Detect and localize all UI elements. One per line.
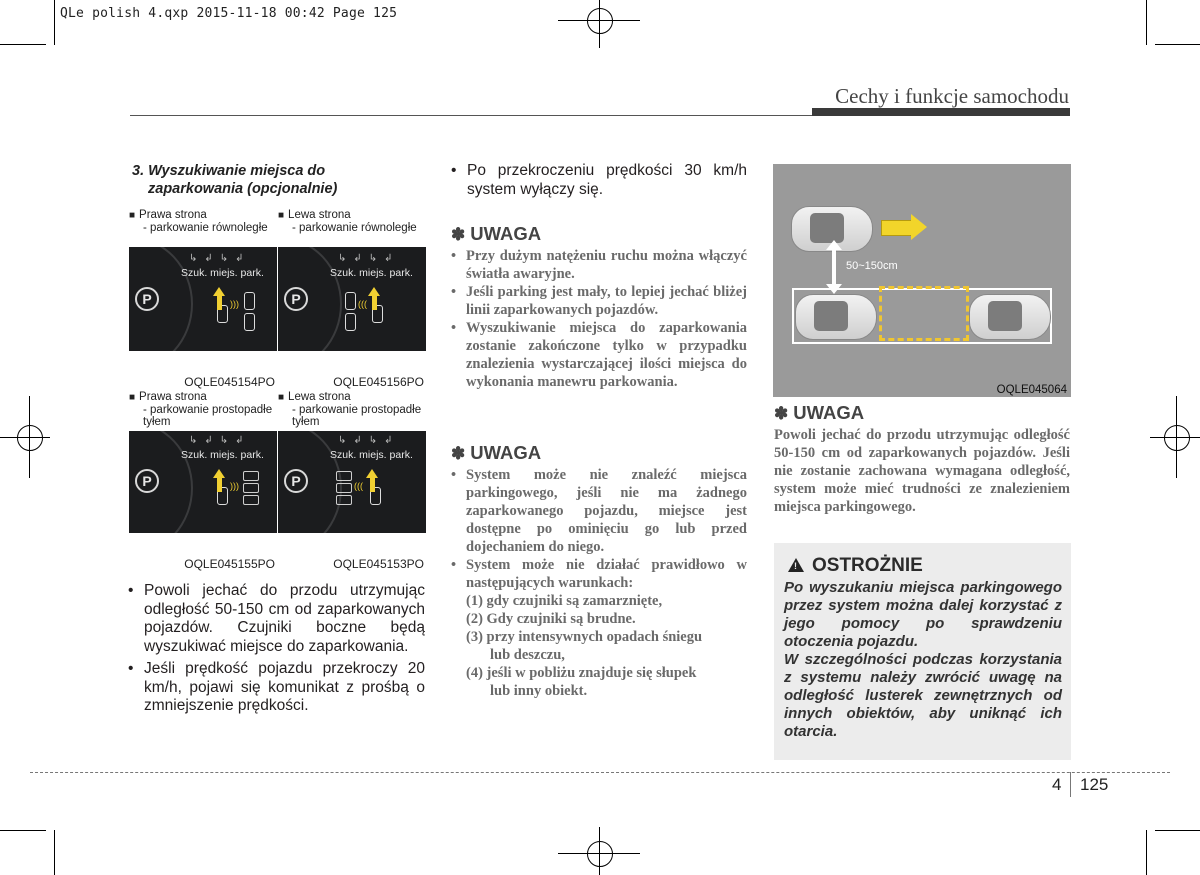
caution-title: !OSTROŻNIE: [788, 555, 923, 577]
list-item: • Jeśli parking jest mały, to lepiej jechać bliżej linii zaparkowanych pojazdów.: [451, 283, 747, 319]
parked-car-icon: [336, 495, 352, 505]
distance-arrow-icon: [826, 240, 842, 250]
target-space: [879, 286, 969, 341]
image-code: OQLE045064: [996, 384, 1067, 396]
list-item: • Po przekroczeniu prędkości 30 km/h system wyłączy się.: [451, 162, 747, 199]
parked-car-icon: [795, 294, 877, 340]
parking-p-icon: P: [284, 469, 308, 493]
cluster-panel-left-parallel: [278, 209, 426, 389]
screen-message: Szuk. miejs. park.: [181, 449, 264, 461]
note-star-icon: ✽: [451, 225, 466, 244]
parked-car-icon: [244, 292, 255, 310]
list-item: • Jeśli prędkość pojazdu przekroczy 20 km/h, pojawi się komunikat z prośbą o zmniejszenie prędkości.: [128, 660, 425, 716]
sensor-wave-icon: ))): [230, 481, 239, 491]
left-bullet-list: [128, 582, 425, 720]
parked-car-icon: [243, 483, 259, 493]
mode-icons: ↳↲↳↲: [189, 253, 251, 264]
cluster-screen: [129, 247, 277, 351]
note-title-text: UWAGA: [470, 223, 542, 244]
caution-box: [774, 543, 1071, 760]
note-title-2: [451, 442, 541, 464]
panel-caption-sub: - parkowanie prostopadłe tyłem: [143, 404, 273, 428]
warning-triangle-icon: [788, 558, 804, 572]
cluster-panel-right-parallel: [129, 209, 277, 389]
panel-caption-title: Prawa strona: [139, 209, 207, 221]
list-item: • System może nie znaleźć miejsca parkingowego, jeśli nie ma żadnego zaparkowanego pojazdu, miejsce jest dostępne po ominięciu go lub przed dojechaniem do niego.: [451, 466, 747, 556]
footer-rule: [30, 772, 1170, 773]
list-item: • System może nie działać prawidłowo w następujących warunkach:: [451, 556, 747, 592]
header-rule-accent: [812, 108, 1070, 116]
note-title-text: UWAGA: [793, 402, 865, 423]
parked-car-icon: [345, 313, 356, 331]
subsection-heading: [132, 162, 337, 198]
note-text-3: Powoli jechać do przodu utrzymując odległość 50-150 cm od zaparkowanych pojazdów. Jeśli nie zostanie zachowana wymagana odległość, system może mieć trudności ze znalezieniem miejsca parkingowego.: [774, 427, 1070, 515]
mode-icons: ↳↲↳↲: [189, 435, 251, 446]
sensor-wave-icon: (((: [358, 299, 367, 309]
panel-caption-title: Lewa strona: [288, 209, 351, 221]
note-title-3: [774, 402, 864, 424]
list-item: • Powoli jechać do przodu utrzymując odległość 50-150 cm od zaparkowanych pojazdów. Czujniki boczne będą wyszukiwać miejsce do zaparkowania.: [128, 582, 425, 656]
registration-mark-bottom: [587, 841, 613, 867]
note-title-text: UWAGA: [470, 442, 542, 463]
caution-paragraph: Po wyszukaniu miejsca parkingowego przez system można dalej korzystać z jego pomocy po sprawdzeniu otoczenia pojazdu.: [784, 579, 1062, 650]
panel-caption-title: Lewa strona: [288, 391, 351, 403]
subsection-heading-line1: 3. Wyszukiwanie miejsca do: [132, 163, 326, 179]
note-star-icon: ✽: [451, 444, 466, 463]
arrow-up-icon: [368, 287, 380, 296]
parking-diagram: [773, 164, 1071, 397]
image-code: OQLE045154PO: [184, 375, 275, 389]
cluster-screen: [129, 431, 277, 533]
list-item: • Wyszukiwanie miejsca do zaparkowania zostanie zakończone tylko w przypadku znalezienia wystarczającej ilości miejsca do wykonania manewru parkowania.: [451, 319, 747, 391]
page-number: 125: [1080, 775, 1109, 794]
arrow-up-icon: [213, 469, 225, 478]
parked-car-icon: [243, 471, 259, 481]
arrow-up-icon: [213, 287, 225, 296]
arrow-up-icon: [366, 469, 378, 478]
parking-p-icon: P: [135, 287, 159, 311]
mode-icons: ↳↲↳↲: [338, 435, 400, 446]
registration-mark-left: [17, 425, 43, 451]
cluster-screen: [278, 431, 426, 533]
panel-caption: ■ Lewa strona - parkowanie równoległe: [278, 209, 417, 234]
note-list-1: [451, 247, 747, 391]
mode-icons: ↳↲↳↲: [338, 253, 400, 264]
screen-message: Szuk. miejs. park.: [181, 267, 264, 279]
print-header: QLe polish 4.qxp 2015-11-18 00:42 Page 125: [60, 6, 398, 21]
sensor-wave-icon: (((: [354, 481, 363, 491]
screen-message: Szuk. miejs. park.: [330, 449, 413, 461]
distance-label: 50~150cm: [846, 260, 898, 272]
registration-mark-top: [587, 8, 613, 34]
registration-mark-right: [1164, 425, 1190, 451]
screen-message: Szuk. miejs. park.: [330, 267, 413, 279]
section-title: Cechy i funkcje samochodu: [835, 84, 1069, 108]
note-star-icon: ✽: [774, 404, 789, 423]
note-title-1: [451, 223, 541, 245]
image-code: OQLE045156PO: [333, 375, 424, 389]
parking-p-icon: P: [284, 287, 308, 311]
parked-car-icon: [336, 471, 352, 481]
parked-car-icon: [244, 313, 255, 331]
footer-separator: [1070, 772, 1071, 797]
note-list-2: [451, 466, 747, 700]
cluster-panel-left-perpendicular: [278, 391, 426, 571]
parked-car-icon: [243, 495, 259, 505]
list-item: • Przy dużym natężeniu ruchu można włączyć światła awaryjne.: [451, 247, 747, 283]
parked-car-icon: [336, 483, 352, 493]
panel-caption-sub: - parkowanie prostopadłe tyłem: [292, 404, 422, 428]
direction-arrow-icon: [881, 220, 913, 236]
panel-caption: ■ Prawa strona - parkowanie prostopadłe tyłem: [129, 391, 277, 428]
cluster-panel-right-perpendicular: [129, 391, 277, 571]
image-code: OQLE045155PO: [184, 557, 275, 571]
image-code: OQLE045153PO: [333, 557, 424, 571]
middle-bullet-list: [451, 162, 747, 203]
cluster-screen: [278, 247, 426, 351]
sensor-wave-icon: ))): [230, 299, 239, 309]
condition-item: (2) Gdy czujniki są brudne.: [466, 611, 636, 627]
panel-caption: ■ Lewa strona - parkowanie prostopadłe tyłem: [278, 391, 426, 428]
condition-item: (3) przy intensywnych opadach śniegu lub deszczu,: [466, 629, 703, 663]
subsection-heading-line2: zaparkowania (opcjonalnie): [148, 181, 338, 197]
panel-caption: ■ Prawa strona - parkowanie równoległe: [129, 209, 268, 234]
condition-item: (1) gdy czujniki są zamarznięte,: [466, 593, 663, 609]
panel-caption-title: Prawa strona: [139, 391, 207, 403]
parked-car-icon: [345, 292, 356, 310]
condition-item: (4) jeśli w pobliżu znajduje się słupek lub inny obiekt.: [466, 665, 697, 699]
parking-p-icon: P: [135, 469, 159, 493]
parked-car-icon: [969, 294, 1051, 340]
panel-caption-sub: - parkowanie równoległe: [143, 222, 268, 234]
chapter-number: 4: [1052, 775, 1062, 794]
panel-caption-sub: - parkowanie równoległe: [292, 222, 417, 234]
caution-paragraph: W szczególności podczas korzystania z systemu należy zwrócić uwagę na odległość lusterek zewnętrznych od innych obiektów, aby uniknąć ich otarcia.: [784, 651, 1062, 740]
caution-body: [784, 579, 1062, 741]
